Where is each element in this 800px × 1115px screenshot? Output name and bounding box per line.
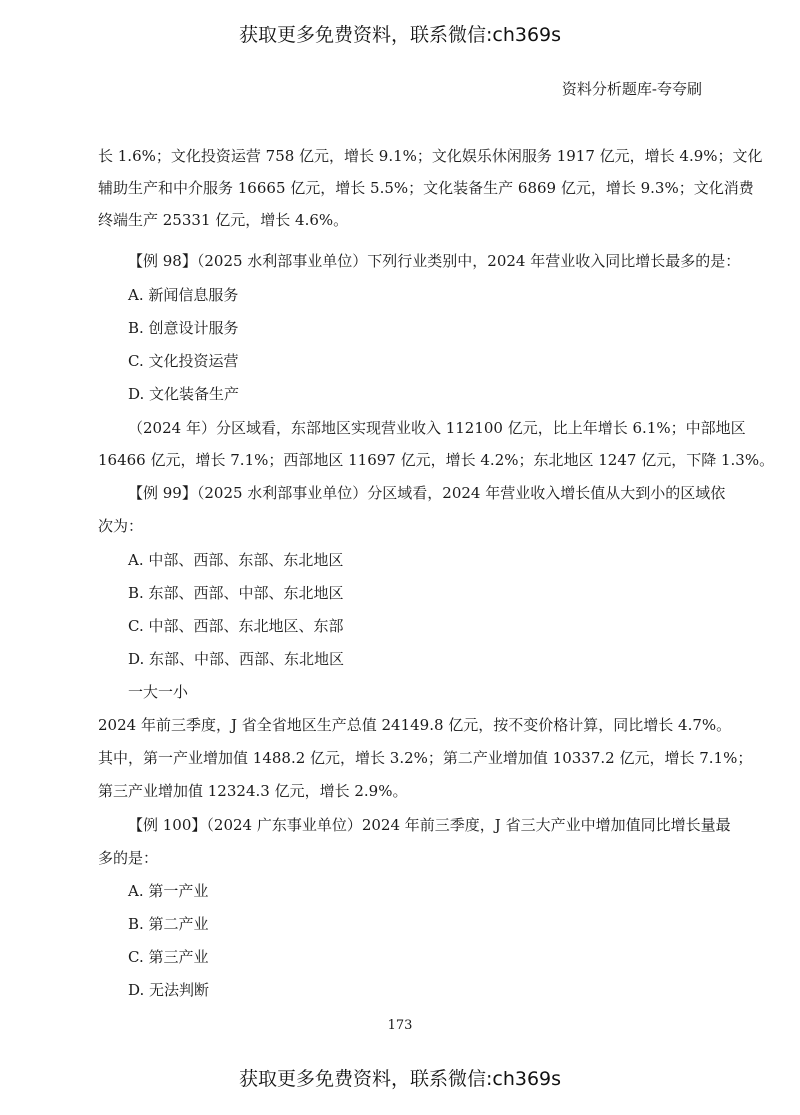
text-line: 16466 亿元，增长 7.1%；西部地区 11697 亿元，增长 4.2%；东北地区 1247 亿元，下降 1.3%。 (98, 451, 775, 469)
question-99-stem: 【例 99】（2025 水利部事业单位）分区域看，2024 年营业收入增长值从大到小的区域依 (128, 484, 726, 502)
question-100-stem: 【例 100】（2024 广东事业单位）2024 年前三季度，J 省三大产业中增加值同比增长量最 (128, 816, 731, 834)
bottom-banner: 获取更多免费资料，联系微信:ch369s (238, 1068, 562, 1090)
page-number: 173 (387, 1018, 413, 1033)
text-line: 第三产业增加值 12324.3 亿元，增长 2.9%。 (98, 782, 408, 800)
running-header: 资料分析题库-夸夸刷 (561, 80, 702, 98)
text-line: 2024 年前三季度，J 省全省地区生产总值 24149.8 亿元，按不变价格计算，同比增长 4.7%。 (98, 716, 732, 734)
text-line: 其中，第一产业增加值 1488.2 亿元，增长 3.2%；第二产业增加值 10337.2 亿元，增长 7.1%； (98, 749, 753, 767)
question-98-option-b: B. 创意设计服务 (128, 319, 239, 337)
question-99-option-d: D. 东部、中部、西部、东北地区 (128, 650, 345, 668)
question-99-option-a: A. 中部、西部、东部、东北地区 (128, 551, 344, 569)
question-100-stem-cont: 多的是： (98, 849, 159, 867)
question-100-option-c: C. 第三产业 (128, 948, 209, 966)
section-heading: 一大一小 (128, 683, 189, 701)
question-100-option-d: D. 无法判断 (128, 981, 210, 999)
question-100-option-b: B. 第二产业 (128, 915, 209, 933)
question-98-stem: 【例 98】（2025 水利部事业单位）下列行业类别中，2024 年营业收入同比增长最多的是： (128, 252, 741, 270)
text-line: 长 1.6%；文化投资运营 758 亿元，增长 9.1%；文化娱乐休闲服务 1917 亿元，增长 4.9%；文化 (98, 147, 763, 165)
question-98-option-a: A. 新闻信息服务 (128, 286, 239, 304)
question-99-option-c: C. 中部、西部、东北地区、东部 (128, 617, 344, 635)
text-line: （2024 年）分区域看，东部地区实现营业收入 112100 亿元，比上年增长 6.1%；中部地区 (128, 419, 746, 437)
question-99-stem-cont: 次为： (98, 517, 144, 535)
question-98-option-d: D. 文化装备生产 (128, 385, 240, 403)
question-98-option-c: C. 文化投资运营 (128, 352, 239, 370)
top-banner: 获取更多免费资料，联系微信:ch369s (238, 24, 562, 46)
question-99-option-b: B. 东部、西部、中部、东北地区 (128, 584, 344, 602)
question-100-option-a: A. 第一产业 (128, 882, 209, 900)
text-line: 终端生产 25331 亿元，增长 4.6%。 (98, 211, 349, 229)
text-line: 辅助生产和中介服务 16665 亿元，增长 5.5%；文化装备生产 6869 亿元，增长 9.3%；文化消费 (98, 179, 754, 197)
